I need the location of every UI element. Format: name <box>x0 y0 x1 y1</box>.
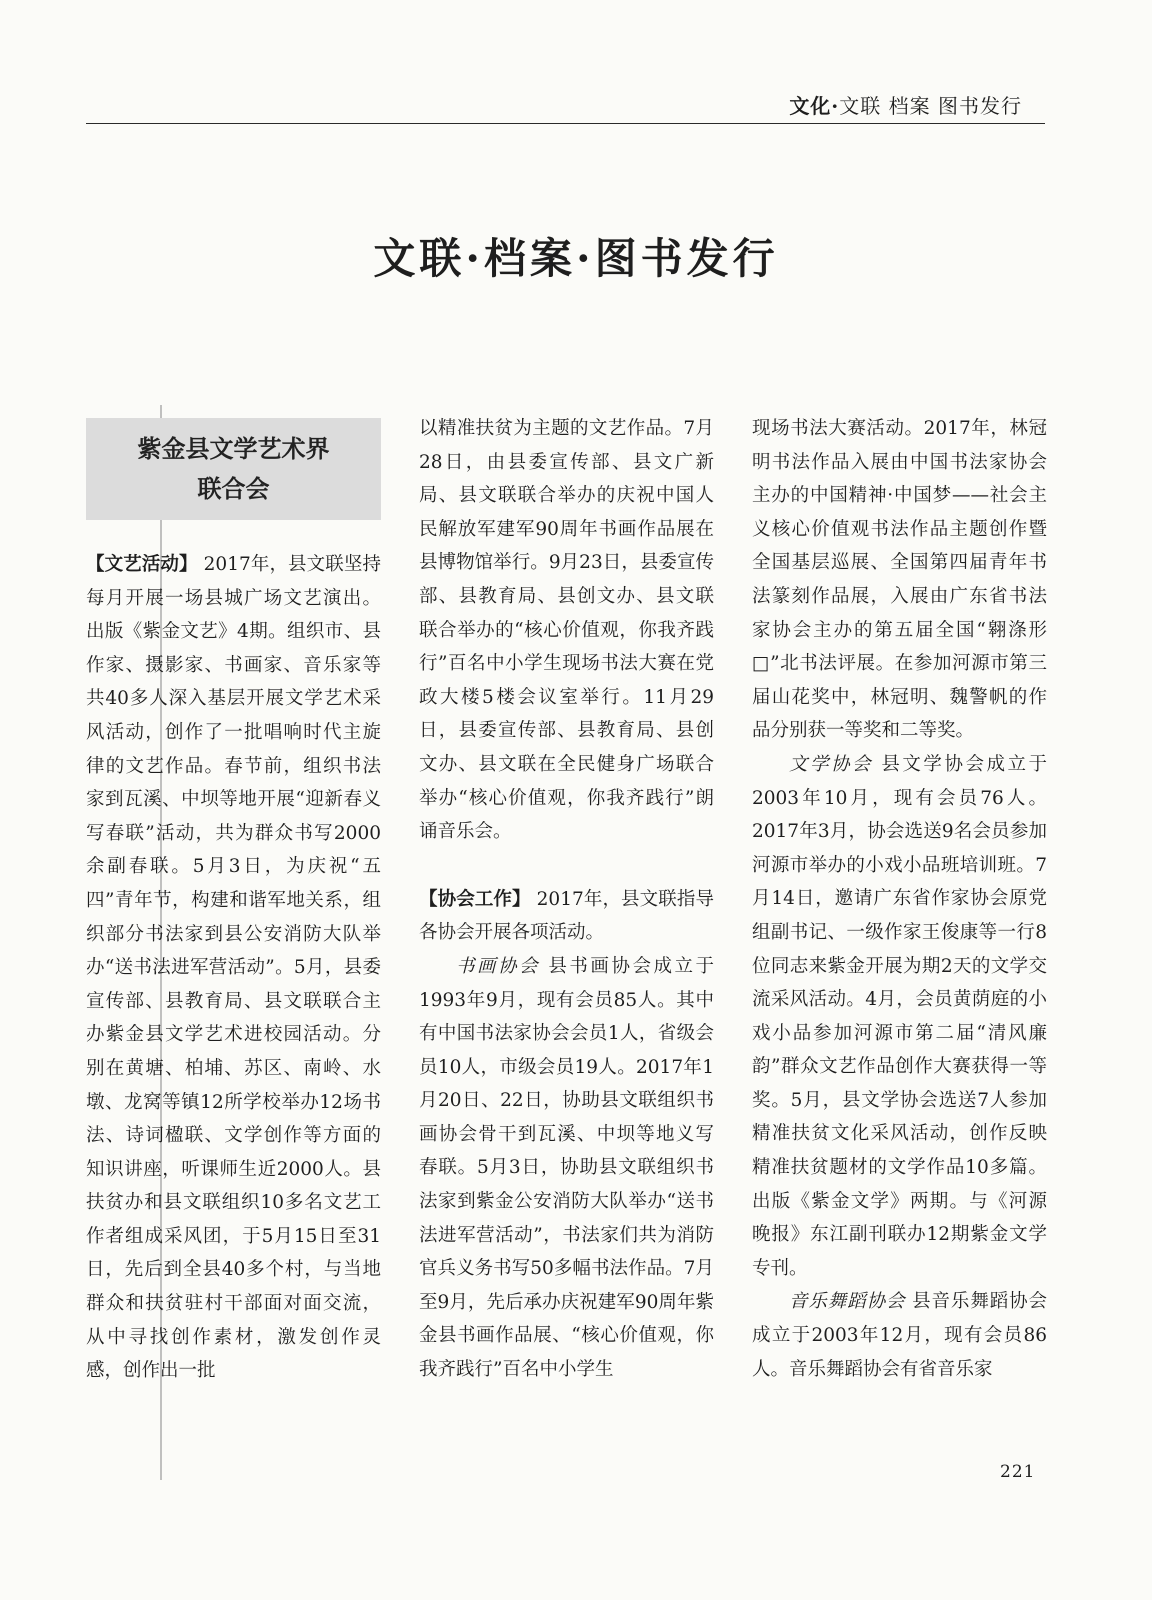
paragraph-literature <box>752 748 1047 1286</box>
paragraph-association-work <box>419 883 714 950</box>
running-header <box>789 90 1022 119</box>
section-heading-box <box>86 418 381 520</box>
music-dance-text: 县音乐舞蹈协会成立于2003年12月，现有会员86人。音乐舞蹈协会有省音乐家 <box>752 1291 1047 1380</box>
calligraphy-text-part1: 县书画协会成立于1993年9月，现有会员85人。其中有中国书法家协会会员1人，省级会员10人，市级会员19人。2017年1月20日、22日，协助县文联组织书画协会骨干到瓦溪、中坝等地义写春联。5月3日，协助县文联组织书法家到紫金公安消防大队举办“送书法进军营活动”，书法家们共为消防官兵义务书写50多幅书法作品。7月至9月，先后承办庆祝建军90周年紫金县书画作品展、“核心价值观，你我齐践行”百名中小学生 <box>419 955 714 1381</box>
paragraph-music-dance <box>752 1285 1047 1386</box>
tag-association-work: 【协会工作】 <box>419 888 531 910</box>
association-work-text: 2017年，县文联指导各协会开展各项活动。 <box>419 888 714 944</box>
paragraph-activities-part1 <box>86 548 381 1388</box>
activities-text-part1: 2017年，县文联坚持每月开展一场县城广场文艺演出。出版《紫金文艺》4期。组织市、县作家、摄影家、书画家、音乐家等共40多人深入基层开展文学艺术采风活动，创作了一批唱响时代主旋律的文艺作品。春节前，组织书法家到瓦溪、中坝等地开展“迎新春义写春联”活动，共为群众书写2000余副春联。5月3日，为庆祝“五四”青年节，构建和谐军地关系，组织部分书法家到县公安消防大队举办“送书法进军营活动”。5月，县委宣传部、县教育局、县文联联合主办紫金县文学艺术进校园活动。分别在黄塘、柏埔、苏区、南岭、水墩、龙窝等镇12所学校举办12场书法、诗词楹联、文学创作等方面的知识讲座，听课师生近2000人。县扶贫办和县文联组织10多名文艺工作者组成采风团，于5月15日至31日，先后到全县40多个村，与当地群众和扶贫驻村干部面对面交流，从中寻找创作素材，激发创作灵感，创作出一批 <box>86 554 381 1382</box>
column-3 <box>752 412 1047 1386</box>
activities-text-part2: 以精准扶贫为主题的文艺作品。7月28日，由县委宣传部、县文广新局、县文联联合举办的庆祝中国人民解放军建军90周年书画作品展在县博物馆举行。9月23日，县委宣传部、县教育局、县创文办、县文联联合举办的“核心价值观，你我齐践行”百名中小学生现场书法大赛在党政大楼5楼会议室举行。11月29日，县委宣传部、县教育局、县创文办、县文联在全民健身广场联合举办“核心价值观，你我齐践行”朗诵音乐会。 <box>419 418 714 843</box>
paragraph-calligraphy-part2 <box>752 412 1047 748</box>
literature-text: 县文学协会成立于2003年10月，现有会员76人。2017年3月，协会选送9名会员参加河源市举办的小戏小品班培训班。7月14日，邀请广东省作家协会原党组副书记、一级作家王俊康等一行8位同志来紫金开展为期2天的文学交流采风活动。4月，会员黄荫庭的小戏小品参加河源市第二届“清风廉韵”群众文艺作品创作大赛获得一等奖。5月，县文学协会选送7人参加精准扶贫文化采风活动，创作反映精准扶贫题材的文学作品10多篇。出版《紫金文学》两期。与《河源晚报》东江副刊联办12期紫金文学专刊。 <box>752 753 1047 1279</box>
page-number: 221 <box>1000 1462 1036 1482</box>
running-header-rest: 文联 档案 图书发行 <box>839 94 1022 118</box>
music-dance-association-name: 音乐舞蹈协会 <box>789 1291 906 1313</box>
running-header-strong: 文化· <box>789 94 840 118</box>
calligraphy-text-part2: 现场书法大赛活动。2017年，林冠明书法作品入展由中国书法家协会主办的中国精神·中国梦——社会主义核心价值观书法作品主题创作暨全国基层巡展、全国第四届青年书法篆刻作品展，入展由广东省书法家协会主办的第五届全国“翱涤形□”北书法评展。在参加河源市第三届山花奖中，林冠明、魏警帆的作品分别获一等奖和二等奖。 <box>752 418 1047 742</box>
tag-activities: 【文艺活动】 <box>86 554 198 575</box>
literature-association-name: 文学协会 <box>789 753 874 775</box>
calligraphy-association-name: 书画协会 <box>456 955 541 977</box>
paragraph-activities-part2 <box>419 412 714 849</box>
section-heading-line1: 紫金县文学艺术界 <box>137 435 330 463</box>
section-heading-line2: 联合会 <box>197 475 270 503</box>
page-title: 文联·档案·图书发行 <box>373 234 779 283</box>
paragraph-calligraphy-part1 <box>419 950 714 1387</box>
column-1 <box>86 548 381 1388</box>
header-rule <box>86 123 1045 124</box>
column-2 <box>419 412 714 1387</box>
